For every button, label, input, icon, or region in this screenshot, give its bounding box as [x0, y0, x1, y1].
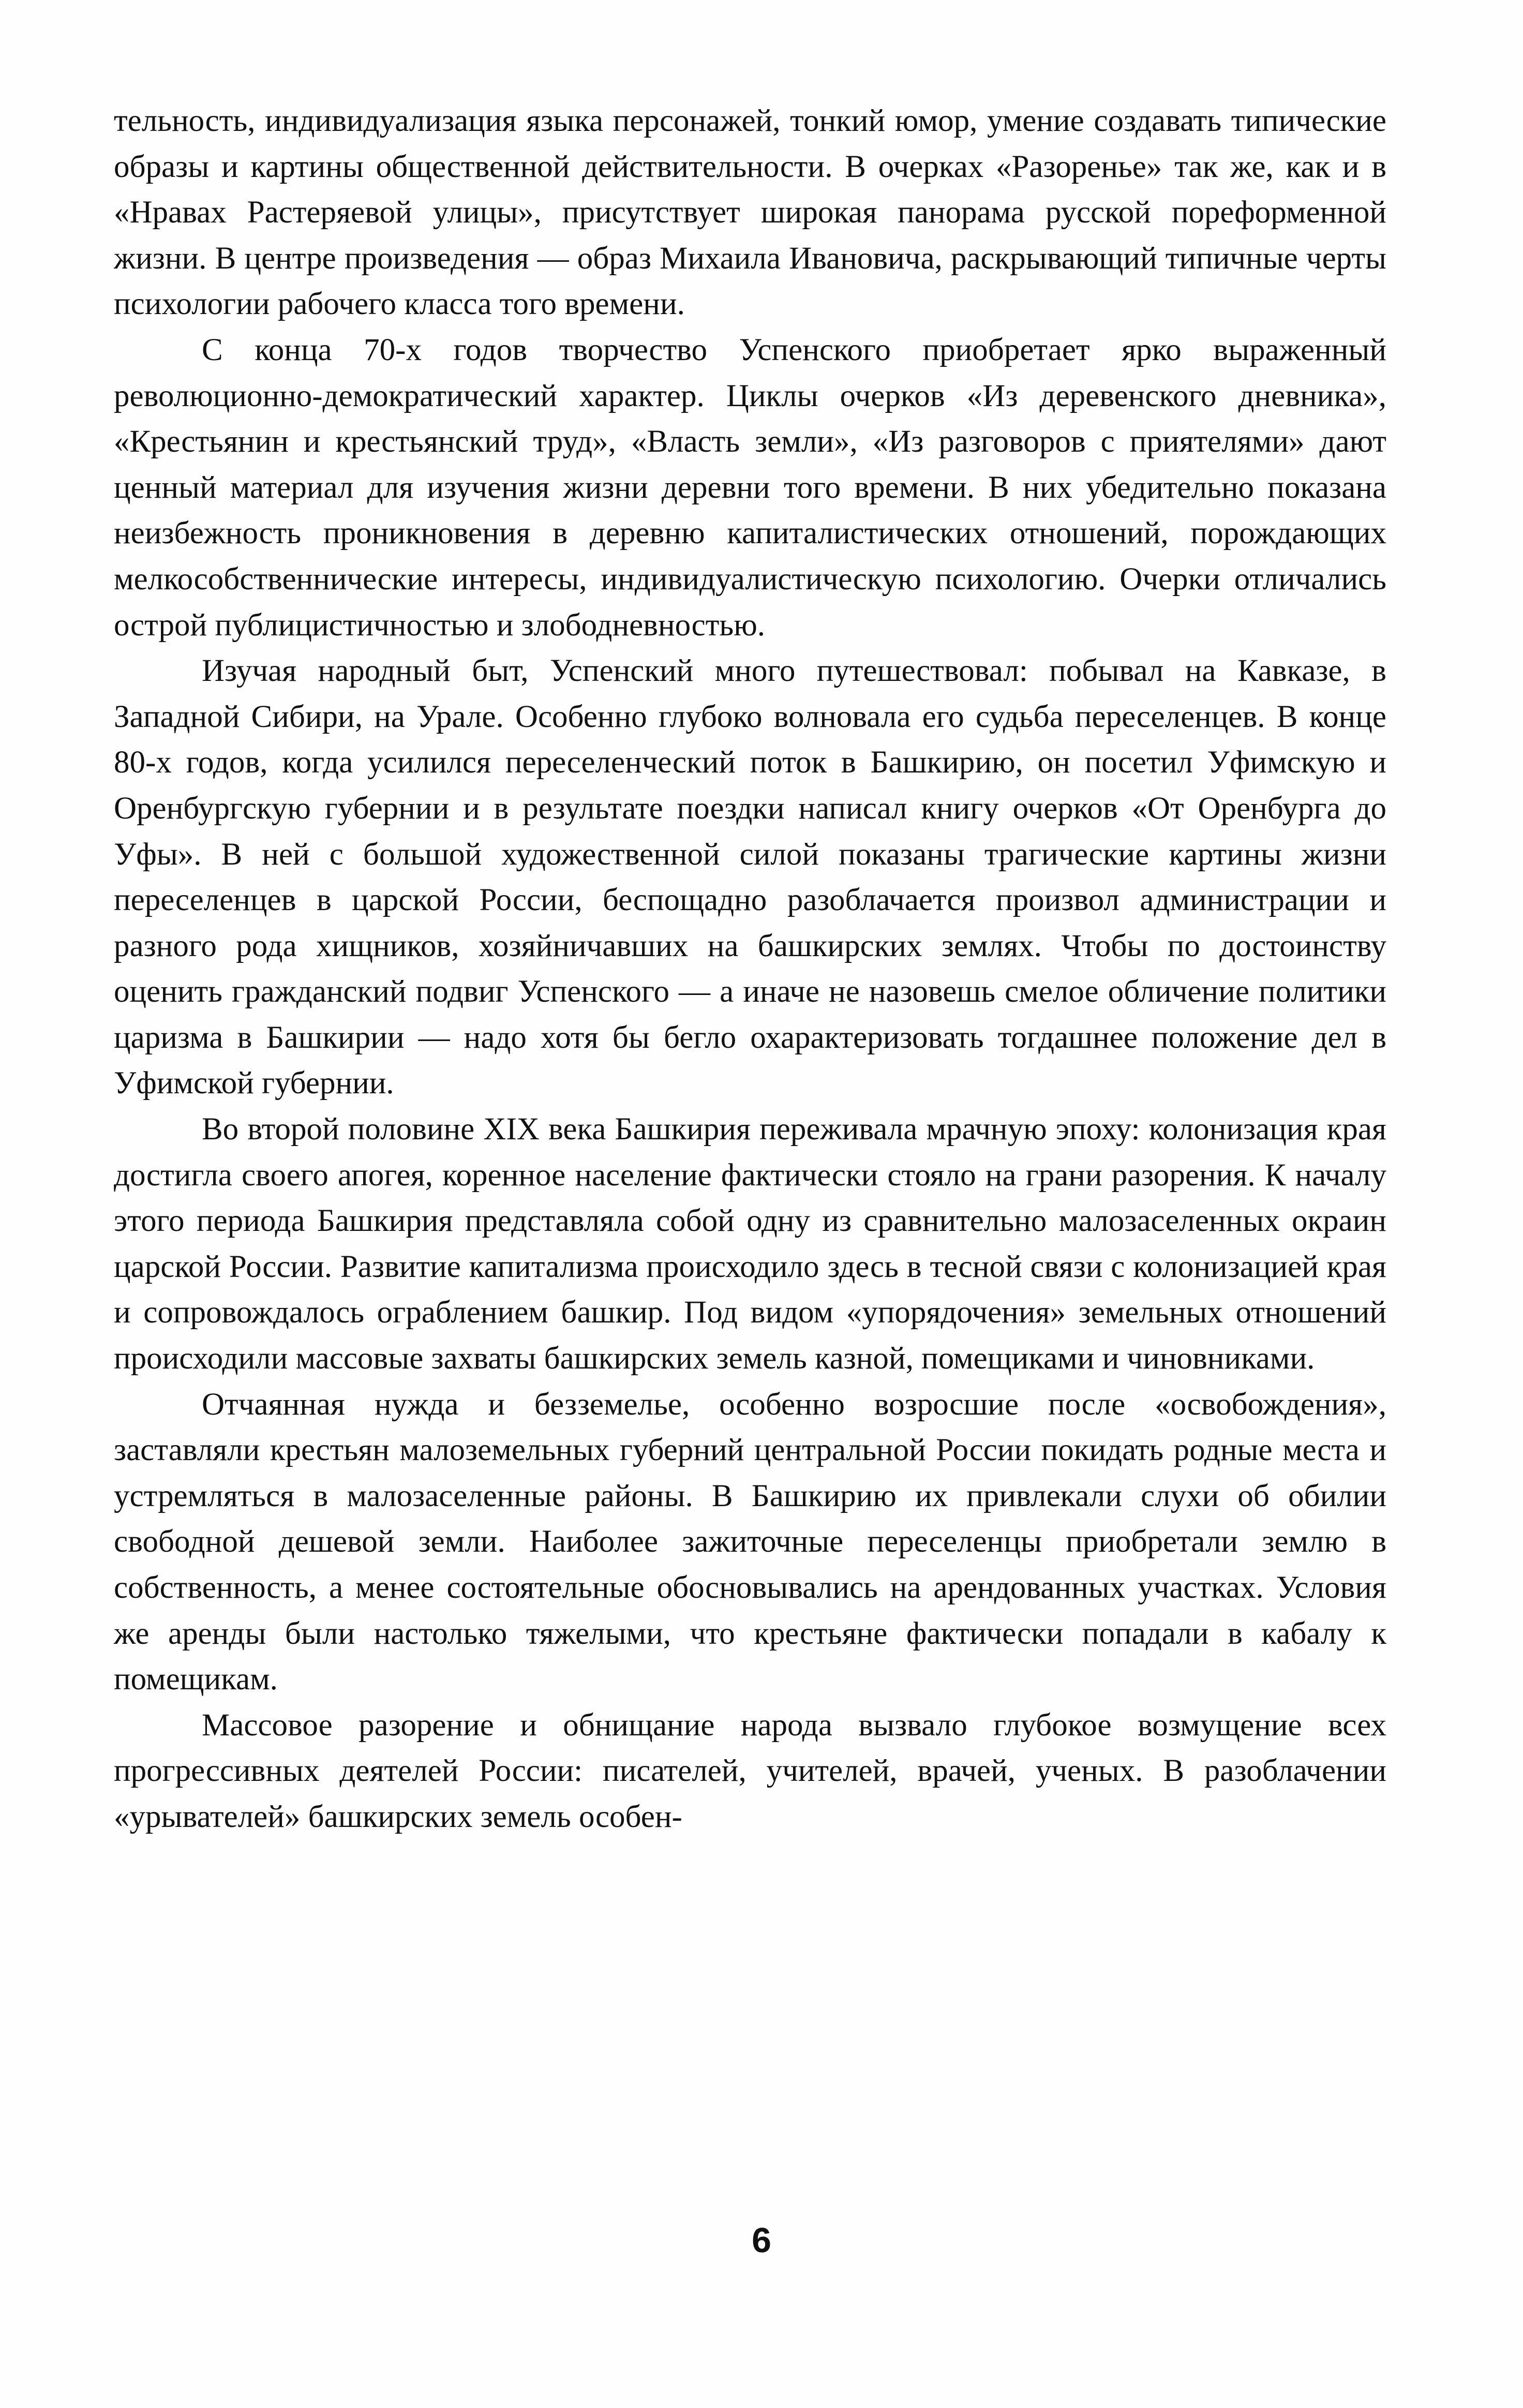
paragraph: Во второй половине XIX века Башкирия переживала мрачную эпоху: колонизация края достигла своего апогея, коренное население фактически стояло на грани разорения. К началу этого периода Башкирия представляла собой одну из сравнительно малозаселенных окраин царской России. Развитие капитализма происходило здесь в тесной связи с колонизацией края и сопровождалось ограблением башкир. Под видом «упорядочения» земельных отношений происходили массовые захваты башкирских земель казной, помещиками и чиновниками.: [114, 1112, 1386, 1376]
paragraph: С конца 70-х годов творчество Успенского приобретает ярко выраженный революционно-демократический характер. Циклы очерков «Из деревенского дневника», «Крестьянин и крестьянский труд», «Власть земли», «Из разговоров с приятелями» дают ценный материал для изучения жизни деревни того времени. В них убедительно показана неизбежность проникновения в деревню капиталистических отношений, порождающих мелкособственнические интересы, индивидуалистическую психологию. Очерки отличались острой публицистичностью и злободневностью.: [114, 332, 1386, 643]
page-number: 6: [752, 2221, 771, 2260]
paragraph: Массовое разорение и обнищание народа вызвало глубокое возмущение всех прогрессивных деятелей России: писателей, учителей, врачей, ученых. В разоблачении «урывателей» башкирских земель особен-: [114, 1707, 1386, 1834]
paragraph: Изучая народный быт, Успенский много путешествовал: побывал на Кавказе, в Западной Сибири, на Урале. Особенно глубоко волновала его судьба переселенцев. В конце 80-х годов, когда усилился переселенческий поток в Башкирию, он посетил Уфимскую и Оренбургскую губернии и в результате поездки написал книгу очерков «От Оренбурга до Уфы». В ней с большой художественной силой показаны трагические картины жизни переселенцев в царской России, беспощадно разоблачается произвол администрации и разного рода хищников, хозяйничавших на башкирских землях. Чтобы по достоинству оценить гражданский подвиг Успенского — а иначе не назовешь смелое обличение политики царизма в Башкирии — надо хотя бы бегло охарактеризовать тогдашнее положение дел в Уфимской губернии.: [114, 653, 1386, 1101]
paragraph: Отчаянная нужда и безземелье, особенно возросшие после «освобождения», заставляли крестьян малоземельных губерний центральной России покидать родные места и устремляться в малозаселенные районы. В Башкирию их привлекали слухи об обилии свободной дешевой земли. Наиболее зажиточные переселенцы приобретали землю в собственность, а менее состоятельные обосновывались на арендованных участках. Условия же аренды были настолько тяжелыми, что крестьяне фактически попадали в кабалу к помещикам.: [114, 1387, 1386, 1697]
paragraph-continued: тельность, индивидуализация языка персонажей, тонкий юмор, умение создавать типические образы и картины общественной действительности. В очерках «Разоренье» так же, как и в «Нравах Растеряевой улицы», присутствует широкая панорама русской пореформенной жизни. В центре произведения — образ Михаила Ивановича, раскрывающий типичные черты психологии рабочего класса того времени.: [114, 103, 1386, 322]
body-text: [114, 98, 1386, 1840]
